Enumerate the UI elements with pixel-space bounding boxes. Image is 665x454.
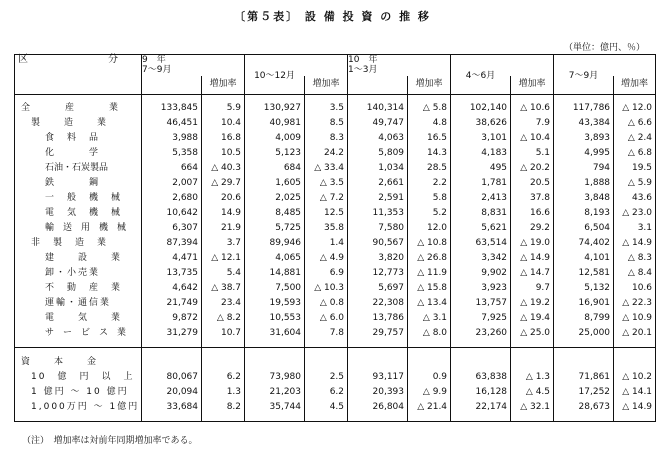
footnote: （注） 増加率は対前年同期増加率である。: [22, 436, 198, 446]
rate-cell: △ 10.4: [511, 131, 554, 146]
value-cell: 28,673: [554, 400, 614, 415]
rate-cell: 8.2: [202, 400, 245, 415]
rate-cell: 5.8: [408, 191, 451, 206]
rate-cell: △ 26.8: [408, 251, 451, 266]
rate-cell: △ 0.8: [305, 296, 348, 311]
row-label: 電 気 機 械: [45, 207, 123, 218]
value-cell: 5,123: [245, 146, 305, 161]
rate-cell: [202, 355, 245, 370]
row-label: 化 学: [45, 147, 101, 158]
table-row: [15, 206, 656, 221]
rate-cell: 3.7: [202, 236, 245, 251]
rate-cell: 0.9: [408, 370, 451, 385]
value-cell: 3,101: [451, 131, 511, 146]
row-label: 資 本 金: [21, 356, 99, 367]
rate-cell: △ 6.6: [614, 116, 656, 131]
value-cell: 3,893: [554, 131, 614, 146]
table-row: [15, 161, 656, 176]
value-cell: 12,581: [554, 266, 614, 281]
rate-cell: △ 6.8: [614, 146, 656, 161]
industry-rows: [15, 94, 656, 347]
value-cell: 664: [142, 161, 202, 176]
rate-cell: △ 3.5: [305, 176, 348, 191]
rate-cell: △ 8.0: [408, 326, 451, 341]
rate-cell: △ 10.9: [614, 311, 656, 326]
period-months-3: 4〜6月: [451, 67, 511, 86]
value-cell: 684: [245, 161, 305, 176]
rate-cell: [614, 355, 656, 370]
value-cell: [554, 355, 614, 370]
rate-cell: 24.2: [305, 146, 348, 161]
rate-cell: △ 8.2: [202, 311, 245, 326]
period-year: 9 年: [142, 55, 166, 65]
table-row: [15, 131, 656, 146]
rate-cell: △ 19.0: [511, 236, 554, 251]
kubun-header: 区 分: [15, 55, 142, 95]
capital-rows: [15, 347, 656, 421]
rate-cell: 1.3: [202, 385, 245, 400]
value-cell: 495: [451, 161, 511, 176]
value-cell: 4,471: [142, 251, 202, 266]
rate-cell: 20.6: [202, 191, 245, 206]
rate-cell: 5.9: [202, 101, 245, 116]
rate-cell: △ 7.2: [305, 191, 348, 206]
value-cell: 102,140: [451, 101, 511, 116]
rate-header: 増加率: [202, 76, 245, 95]
rate-cell: △ 13.4: [408, 296, 451, 311]
rate-cell: △ 4.9: [305, 251, 348, 266]
rate-cell: 3.5: [305, 101, 348, 116]
rate-cell: 10.6: [614, 281, 656, 296]
table-row: [15, 146, 656, 161]
row-label: 輸 送 用 機 械: [45, 222, 127, 233]
value-cell: 21,749: [142, 296, 202, 311]
table-row: [15, 370, 656, 385]
value-cell: 74,402: [554, 236, 614, 251]
value-cell: 35,744: [245, 400, 305, 415]
rate-cell: 16.5: [408, 131, 451, 146]
period-year: 10 年: [348, 55, 378, 65]
table-title: 〔第５表〕 設 備 投 資 の 推 移: [234, 10, 431, 23]
period-months: 7〜9月: [142, 65, 172, 76]
rate-cell: 28.5: [408, 161, 451, 176]
rate-cell: △ 14.7: [511, 266, 554, 281]
rate-cell: △ 20.2: [511, 161, 554, 176]
rate-cell: [408, 355, 451, 370]
value-cell: 4,995: [554, 146, 614, 161]
value-cell: 25,000: [554, 326, 614, 341]
row-label: 運輸・通信業: [45, 297, 112, 308]
investment-table: [14, 54, 656, 422]
rate-cell: 10.7: [202, 326, 245, 341]
value-cell: 89,946: [245, 236, 305, 251]
rate-cell: 4.5: [305, 400, 348, 415]
value-cell: 5,809: [348, 146, 408, 161]
rate-cell: 5.2: [408, 206, 451, 221]
value-cell: 80,067: [142, 370, 202, 385]
row-label: 10 億 円 以 上: [31, 371, 135, 382]
value-cell: 117,786: [554, 101, 614, 116]
value-cell: 2,025: [245, 191, 305, 206]
rate-cell: 9.7: [511, 281, 554, 296]
value-cell: 7,500: [245, 281, 305, 296]
table-row: [15, 281, 656, 296]
value-cell: 5,697: [348, 281, 408, 296]
rate-cell: 7.8: [305, 326, 348, 341]
rate-cell: △ 12.1: [202, 251, 245, 266]
table-row: [15, 311, 656, 326]
rate-cell: 16.6: [511, 206, 554, 221]
value-cell: 3,988: [142, 131, 202, 146]
period-header-2: [348, 55, 451, 76]
table-row: [15, 266, 656, 281]
value-cell: 8,799: [554, 311, 614, 326]
table-row: [15, 236, 656, 251]
rate-cell: △ 5.9: [614, 176, 656, 191]
row-label: 石油・石炭製品: [45, 162, 109, 173]
value-cell: 5,621: [451, 221, 511, 236]
rate-cell: 5.4: [202, 266, 245, 281]
row-label: 不 動 産 業: [45, 282, 123, 293]
value-cell: 2,413: [451, 191, 511, 206]
value-cell: 8,831: [451, 206, 511, 221]
value-cell: 4,183: [451, 146, 511, 161]
value-cell: 1,605: [245, 176, 305, 191]
value-cell: 23,260: [451, 326, 511, 341]
row-label: 一 般 機 械: [45, 192, 123, 203]
value-cell: 130,927: [245, 101, 305, 116]
value-cell: 7,580: [348, 221, 408, 236]
rate-cell: 23.4: [202, 296, 245, 311]
value-cell: 38,626: [451, 116, 511, 131]
rate-cell: 6.2: [202, 370, 245, 385]
table-row: [15, 101, 656, 116]
rate-cell: △ 14.9: [614, 236, 656, 251]
table-row: [15, 400, 656, 415]
table-row: [15, 326, 656, 341]
value-cell: 22,308: [348, 296, 408, 311]
value-cell: 10,553: [245, 311, 305, 326]
row-label: 卸・小売業: [45, 267, 101, 278]
rate-cell: △ 25.0: [511, 326, 554, 341]
rate-cell: △ 4.5: [511, 385, 554, 400]
value-cell: 5,725: [245, 221, 305, 236]
rate-cell: △ 11.9: [408, 266, 451, 281]
value-cell: 71,861: [554, 370, 614, 385]
value-cell: 2,007: [142, 176, 202, 191]
row-label: 1,000万円 〜 1億円: [31, 401, 140, 412]
rate-cell: △ 10.8: [408, 236, 451, 251]
table-row: [15, 251, 656, 266]
value-cell: 3,342: [451, 251, 511, 266]
rate-cell: △ 29.7: [202, 176, 245, 191]
value-cell: 8,193: [554, 206, 614, 221]
rate-header: 増加率: [511, 76, 554, 95]
value-cell: 22,174: [451, 400, 511, 415]
value-cell: 63,838: [451, 370, 511, 385]
rate-cell: △ 14.9: [511, 251, 554, 266]
value-cell: 31,604: [245, 326, 305, 341]
row-label: 食 料 品: [45, 132, 101, 143]
row-label: 全 産 業: [21, 102, 121, 113]
rate-cell: 20.5: [511, 176, 554, 191]
row-label: サ ー ビ ス 業: [45, 327, 127, 338]
rate-cell: △ 14.1: [614, 385, 656, 400]
rate-cell: 21.9: [202, 221, 245, 236]
table-row: [15, 191, 656, 206]
rate-cell: △ 12.0: [614, 101, 656, 116]
rate-cell: 12.0: [408, 221, 451, 236]
rate-header: 増加率: [305, 76, 348, 95]
value-cell: [142, 355, 202, 370]
row-label: 非 製 造 業: [31, 237, 109, 248]
value-cell: 5,358: [142, 146, 202, 161]
value-cell: 4,642: [142, 281, 202, 296]
value-cell: 2,680: [142, 191, 202, 206]
rate-cell: △ 23.0: [614, 206, 656, 221]
rate-cell: △ 8.3: [614, 251, 656, 266]
value-cell: 5,132: [554, 281, 614, 296]
rate-cell: △ 19.2: [511, 296, 554, 311]
value-cell: 13,757: [451, 296, 511, 311]
value-cell: [245, 355, 305, 370]
rate-cell: △ 21.4: [408, 400, 451, 415]
value-cell: 1,888: [554, 176, 614, 191]
rate-cell: 2.5: [305, 370, 348, 385]
value-cell: 1,034: [348, 161, 408, 176]
value-cell: 63,514: [451, 236, 511, 251]
rate-cell: △ 3.1: [408, 311, 451, 326]
rate-header: 増加率: [614, 76, 656, 95]
rate-cell: △ 33.4: [305, 161, 348, 176]
value-cell: 8,485: [245, 206, 305, 221]
rate-cell: 8.3: [305, 131, 348, 146]
rate-cell: △ 9.9: [408, 385, 451, 400]
table-row: [15, 176, 656, 191]
rate-cell: △ 1.3: [511, 370, 554, 385]
unit-label: （単位：億円、％）: [563, 43, 645, 53]
row-label: 鉄 鋼: [45, 177, 101, 188]
row-label: 1 億円 〜 10 億円: [31, 386, 129, 397]
value-cell: 9,902: [451, 266, 511, 281]
rate-cell: △ 8.4: [614, 266, 656, 281]
period-cell-0: [142, 76, 202, 95]
table-row: [15, 221, 656, 236]
rate-cell: 12.5: [305, 206, 348, 221]
value-cell: 13,735: [142, 266, 202, 281]
value-cell: 43,384: [554, 116, 614, 131]
rate-cell: 29.2: [511, 221, 554, 236]
rate-header: 増加率: [408, 76, 451, 95]
value-cell: 87,394: [142, 236, 202, 251]
rate-cell: 2.2: [408, 176, 451, 191]
value-cell: 90,567: [348, 236, 408, 251]
value-cell: 2,661: [348, 176, 408, 191]
row-label: 電 気 業: [45, 312, 123, 323]
rate-cell: △ 22.3: [614, 296, 656, 311]
value-cell: 794: [554, 161, 614, 176]
value-cell: 4,063: [348, 131, 408, 146]
rate-cell: 16.8: [202, 131, 245, 146]
rate-cell: 14.3: [408, 146, 451, 161]
value-cell: 6,307: [142, 221, 202, 236]
rate-cell: 5.1: [511, 146, 554, 161]
value-cell: 10,642: [142, 206, 202, 221]
row-label: 建 設 業: [45, 252, 123, 263]
period-months: 1〜3月: [348, 65, 378, 76]
rate-cell: △ 10.6: [511, 101, 554, 116]
rate-cell: 8.5: [305, 116, 348, 131]
value-cell: 13,786: [348, 311, 408, 326]
value-cell: 20,094: [142, 385, 202, 400]
rate-cell: 19.5: [614, 161, 656, 176]
rate-cell: 14.9: [202, 206, 245, 221]
value-cell: 14,881: [245, 266, 305, 281]
rate-cell: △ 32.1: [511, 400, 554, 415]
table-row: [15, 355, 656, 370]
period-months-1: 10〜12月: [245, 67, 305, 86]
rate-cell: 10.5: [202, 146, 245, 161]
value-cell: 3,923: [451, 281, 511, 296]
value-cell: 26,804: [348, 400, 408, 415]
value-cell: 4,065: [245, 251, 305, 266]
rate-cell: 6.2: [305, 385, 348, 400]
value-cell: 29,757: [348, 326, 408, 341]
value-cell: 133,845: [142, 101, 202, 116]
rate-cell: 6.9: [305, 266, 348, 281]
value-cell: 140,314: [348, 101, 408, 116]
value-cell: 16,901: [554, 296, 614, 311]
rate-cell: △ 19.4: [511, 311, 554, 326]
value-cell: 21,203: [245, 385, 305, 400]
value-cell: 20,393: [348, 385, 408, 400]
rate-cell: 3.1: [614, 221, 656, 236]
value-cell: 1,781: [451, 176, 511, 191]
value-cell: 31,279: [142, 326, 202, 341]
value-cell: 3,848: [554, 191, 614, 206]
value-cell: 4,009: [245, 131, 305, 146]
rate-cell: △ 6.0: [305, 311, 348, 326]
value-cell: 33,684: [142, 400, 202, 415]
period-header-0: [142, 55, 245, 76]
value-cell: 17,252: [554, 385, 614, 400]
value-cell: [451, 355, 511, 370]
value-cell: 40,981: [245, 116, 305, 131]
table-row: [15, 116, 656, 131]
value-cell: 16,128: [451, 385, 511, 400]
value-cell: [348, 355, 408, 370]
table-row: [15, 385, 656, 400]
value-cell: 46,451: [142, 116, 202, 131]
value-cell: 11,353: [348, 206, 408, 221]
value-cell: 7,925: [451, 311, 511, 326]
rate-cell: 43.6: [614, 191, 656, 206]
period-months-4: 7〜9月: [554, 67, 614, 86]
rate-cell: [511, 355, 554, 370]
rate-cell: △ 10.2: [614, 370, 656, 385]
rate-cell: △ 40.3: [202, 161, 245, 176]
rate-cell: [305, 355, 348, 370]
rate-cell: 37.8: [511, 191, 554, 206]
value-cell: 4,101: [554, 251, 614, 266]
rate-cell: △ 2.4: [614, 131, 656, 146]
value-cell: 19,593: [245, 296, 305, 311]
value-cell: 73,980: [245, 370, 305, 385]
rate-cell: △ 15.8: [408, 281, 451, 296]
value-cell: 12,773: [348, 266, 408, 281]
rate-cell: △ 38.7: [202, 281, 245, 296]
value-cell: 6,504: [554, 221, 614, 236]
row-label: 製 造 業: [31, 117, 109, 128]
table-row: [15, 296, 656, 311]
rate-cell: △ 14.9: [614, 400, 656, 415]
period-cell-2: [348, 76, 408, 95]
value-cell: 3,820: [348, 251, 408, 266]
rate-cell: △ 10.3: [305, 281, 348, 296]
value-cell: 93,117: [348, 370, 408, 385]
rate-cell: 1.4: [305, 236, 348, 251]
value-cell: 49,747: [348, 116, 408, 131]
rate-cell: 7.9: [511, 116, 554, 131]
rate-cell: △ 20.1: [614, 326, 656, 341]
rate-cell: 4.8: [408, 116, 451, 131]
value-cell: 9,872: [142, 311, 202, 326]
rate-cell: 10.4: [202, 116, 245, 131]
rate-cell: 35.8: [305, 221, 348, 236]
rate-cell: △ 5.8: [408, 101, 451, 116]
value-cell: 2,591: [348, 191, 408, 206]
